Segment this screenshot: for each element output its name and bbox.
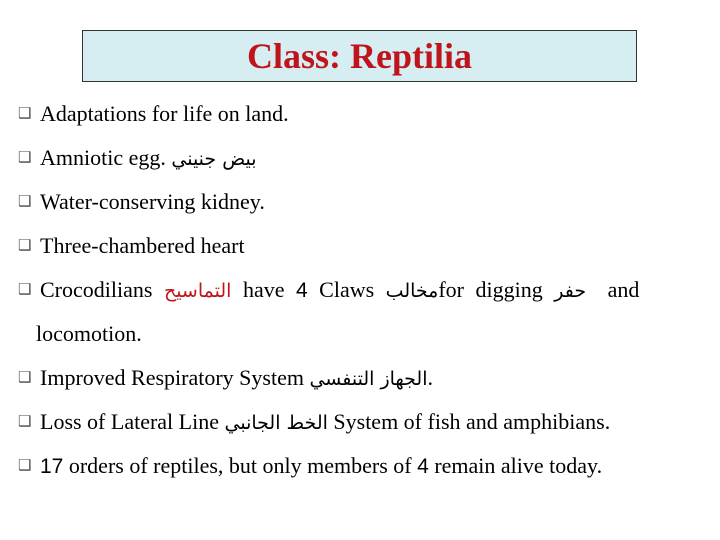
bullet-crocodilians-cont	[18, 312, 708, 356]
bullet-text: for digging	[438, 277, 543, 302]
bullet-text: have	[242, 277, 285, 302]
arabic-term: الجهاز التنفسي	[309, 368, 428, 390]
bullet-number: 4	[295, 279, 308, 302]
arabic-term: مخالب	[385, 280, 439, 302]
bullet-icon: ❑	[18, 369, 32, 386]
bullet-lateral-line	[18, 400, 708, 444]
bullet-text: and	[607, 277, 640, 302]
arabic-term: حفر	[554, 280, 587, 302]
bullet-icon: ❑	[18, 237, 32, 254]
bullet-text: Three-chambered heart	[40, 233, 245, 258]
bullet-kidney	[18, 180, 708, 224]
bullet-respiratory	[18, 356, 708, 400]
bullet-text: System of fish and amphibians.	[333, 409, 611, 434]
bullet-text: Adaptations for life on land.	[40, 101, 289, 126]
bullet-adaptations	[18, 92, 708, 136]
bullet-text: orders of reptiles, but only members of	[68, 453, 412, 478]
bullet-orders	[18, 444, 708, 488]
bullet-icon: ❑	[18, 105, 32, 122]
title-box	[82, 30, 637, 82]
bullet-text: Crocodilians	[40, 277, 153, 302]
bullet-text: Claws	[319, 277, 375, 302]
bullet-text: .	[427, 365, 433, 390]
bullet-text: Loss of Lateral Line	[40, 409, 219, 434]
bullet-icon: ❑	[18, 457, 32, 474]
bullet-amniotic-egg	[18, 136, 708, 180]
bullet-icon: ❑	[18, 281, 32, 298]
bullet-crocodilians	[18, 268, 708, 312]
bullet-number: 17	[40, 455, 64, 478]
arabic-term: بيض جنيني	[171, 148, 257, 170]
arabic-term: الخط الجانبي	[224, 412, 328, 434]
bullet-text: Water-conserving kidney.	[40, 189, 265, 214]
slide-title: Class: Reptilia	[247, 36, 472, 76]
arabic-term: التماسيح	[163, 280, 232, 302]
bullet-text: locomotion.	[36, 321, 142, 346]
bullet-icon: ❑	[18, 193, 32, 210]
bullet-text: Improved Respiratory System	[40, 365, 304, 390]
bullet-text: Amniotic egg.	[40, 145, 166, 170]
bullet-number: 4	[417, 455, 429, 478]
bullet-heart	[18, 224, 708, 268]
bullet-list	[18, 92, 708, 488]
bullet-icon: ❑	[18, 413, 32, 430]
bullet-icon: ❑	[18, 149, 32, 166]
bullet-text: remain alive today.	[434, 453, 603, 478]
